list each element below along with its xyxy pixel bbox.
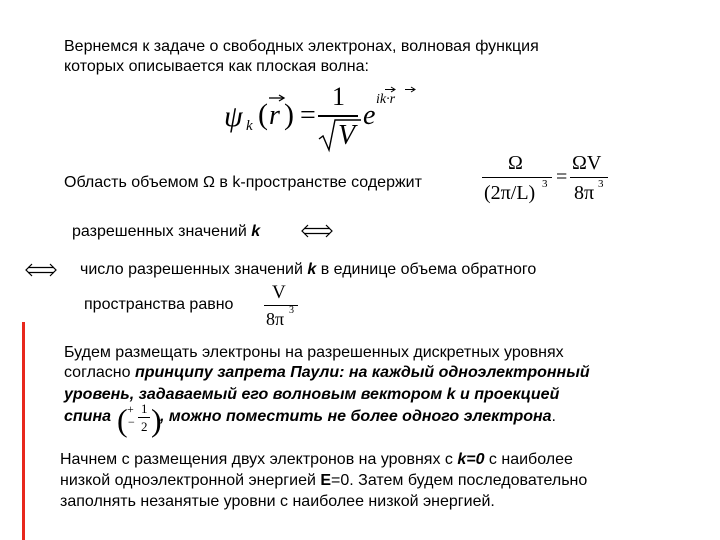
spin-minus: − [128,415,135,429]
density-den-exp: 3 [289,305,294,316]
density-line-2: пространства равно [84,296,234,313]
formula-omega [478,150,608,214]
psi-exponent: ik·r [376,92,396,107]
double-arrow-icon [24,263,58,277]
filling-line-2-a: низкой одноэлектронной энергией [60,472,321,489]
density-line-1 [80,259,536,280]
omega-num-1: Ω [508,152,523,174]
pauli-line-4b [160,406,556,427]
omega-num-2: ΩV [572,152,602,174]
omega-den-2-exp: 3 [598,178,604,190]
accent-bar [22,322,25,540]
filling-line-3: заполнять незанятые уровни с наиболее низкой энергией. [60,493,495,510]
psi-exp-e: e [363,100,376,131]
pauli-line-2-normal: согласно [64,364,135,381]
omega-den-2: 8π [574,182,595,204]
pauli-line-1: Будем размещать электроны на разрешенных дискретных уровнях [64,344,564,361]
filling-line-1-c: с наиболее [484,451,573,468]
omega-line: Область объемом Ω в k-пространстве содержит [64,174,422,191]
pauli-line-4-dot: . [551,408,556,425]
filling-line-1 [60,449,573,470]
pauli-line-4a: спина [64,408,112,425]
psi-denominator: V [338,120,356,151]
filling-line-1-a: Начнем с размещения двух электронов на уровнях с [60,451,458,468]
filling-line-2-c: =0. Затем будем последовательно [331,472,588,489]
intro-line-2: которых описывается как плоская волна: [64,58,369,75]
psi-subscript-k: k [246,118,253,134]
vector-arrow-icon [404,86,416,93]
omega-den-1-exp: 3 [542,178,548,190]
pauli-line-3-k: k [446,386,456,403]
allowed-values-text: разрешенных значений [72,223,252,240]
pauli-line-4-b: , можно поместить не более одного электрона [160,408,552,425]
psi-symbol: ψ [224,100,243,133]
formula-psi: ψ k ( r ) = 1 V e ik·r [220,80,420,156]
vector-arrow-icon [384,86,396,93]
formula-spin: ( + − 1 2 ) [117,401,162,438]
omega-equals: = [556,166,568,188]
density-text-b: в единице объема обратного [316,261,537,278]
psi-equals: = [300,100,316,131]
pauli-line-3-b: и проекцией [455,386,560,403]
formula-density [262,282,302,332]
pauli-line-2 [64,362,590,383]
density-num: V [272,282,286,303]
filling-line-1-k0: k=0 [457,451,485,468]
density-k: k [307,261,317,278]
pauli-line-3-a: уровень, задаваемый его волновым вектором [64,386,447,403]
density-den: 8π [266,309,285,329]
spin-plus: + [127,402,134,416]
filling-line-2 [60,470,587,491]
psi-arg-r: r [269,100,280,131]
filling-line-2-E: E [320,472,332,489]
spin-num: 1 [141,401,148,416]
double-arrow-icon [300,224,334,238]
psi-numerator: 1 [332,82,345,111]
pauli-line-2-bold: принципу запрета Паули: на каждый одноэлектронный [134,364,590,381]
omega-den-1: (2π/L) [484,182,536,204]
intro-line-1: Вернемся к задаче о свободных электронах, волновая функция [64,38,539,55]
allowed-values-line [72,221,260,242]
spin-den: 2 [141,419,148,434]
spin-fraction-bar [138,417,150,418]
density-text-a: число разрешенных значений [80,261,308,278]
allowed-values-k: k [251,223,261,240]
